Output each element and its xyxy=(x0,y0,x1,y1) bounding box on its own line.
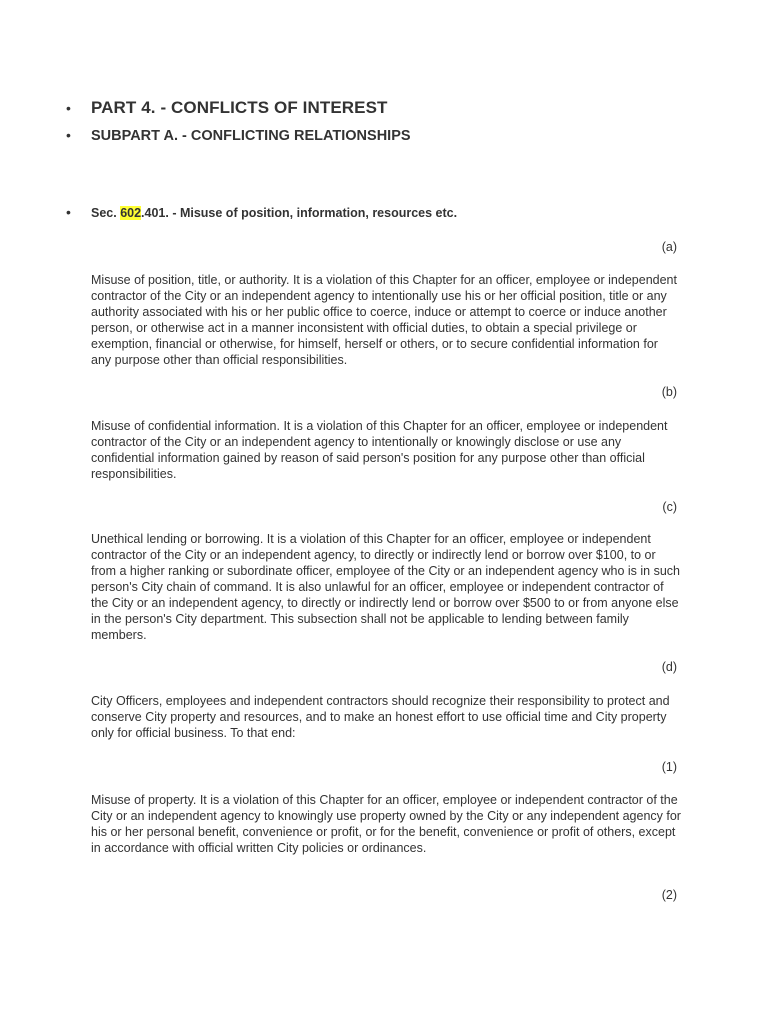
subsection-marker-a: (a) xyxy=(661,240,677,254)
subsection-marker-d: (d) xyxy=(661,660,677,674)
subpart-heading: SUBPART A. - CONFLICTING RELATIONSHIPS xyxy=(91,128,411,144)
bullet-icon: • xyxy=(66,204,71,220)
part-heading-row xyxy=(66,98,388,118)
subsection-marker-c: (c) xyxy=(662,500,677,514)
subsection-text-1: Misuse of property. It is a violation of this Chapter for an officer, employee or independent contractor of the City or an independent agency to knowingly use property owned by the City or any independent agency for his or her personal benefit, convenience or profit, or for the benefit, convenience or profit of others, except in accordance with official written City policies or ordinances. xyxy=(91,793,681,855)
section-heading xyxy=(91,206,457,220)
subsection-text-a: Misuse of position, title, or authority. It is a violation of this Chapter for an officer, employee or independent contractor of the City or an independent agency to intentionally use his or her official position, title or any authority associated with his or her public office to coerce, induce or attempt to coerce or induce another person, or otherwise act in a manner inconsistent with official duties, to obtain a special privilege or exemption, financial or otherwise, for himself, herself or others, or to secure confidential information for any purpose other than official responsibilities. xyxy=(91,273,677,367)
part-heading: PART 4. - CONFLICTS OF INTEREST xyxy=(91,98,388,117)
section-heading-rest: .401. - Misuse of position, information, resources etc. xyxy=(141,206,458,220)
subsection-marker-b: (b) xyxy=(661,385,677,399)
subsection-marker-2: (2) xyxy=(661,888,677,902)
section-number-highlight: 602 xyxy=(120,206,142,220)
bullet-icon: • xyxy=(66,100,71,116)
subsection-text-c: Unethical lending or borrowing. It is a violation of this Chapter for an officer, employee or independent contractor of the City or an independent agency, to directly or indirectly lend or borrow over $100, to or from a higher ranking or subordinate officer, employee of the City or an independent agency who is in such person's City chain of command. It is also unlawful for an officer, employee or independent contractor of the City or an independent agency, to directly or indirectly lend or borrow over $500 to or from anyone else in the person's City department. This subsection shall not be applicable to lending between family members. xyxy=(91,532,681,642)
section-heading-prefix: Sec. xyxy=(91,206,121,220)
subsection-text-b: Misuse of confidential information. It is a violation of this Chapter for an officer, employee or independent contractor of the City or an independent agency to intentionally or knowingly disclose or use any confidential information gained by reason of said person's position for any purpose other than official responsibilities. xyxy=(91,419,668,481)
subpart-heading-row xyxy=(66,127,411,144)
subsection-marker-1: (1) xyxy=(661,760,677,774)
subsection-text-d: City Officers, employees and independent contractors should recognize their responsibility to protect and conserve City property and resources, and to make an honest effort to use official time and City property only for official business. To that end: xyxy=(91,694,670,740)
bullet-icon: • xyxy=(66,127,71,143)
section-heading-row xyxy=(66,204,457,220)
